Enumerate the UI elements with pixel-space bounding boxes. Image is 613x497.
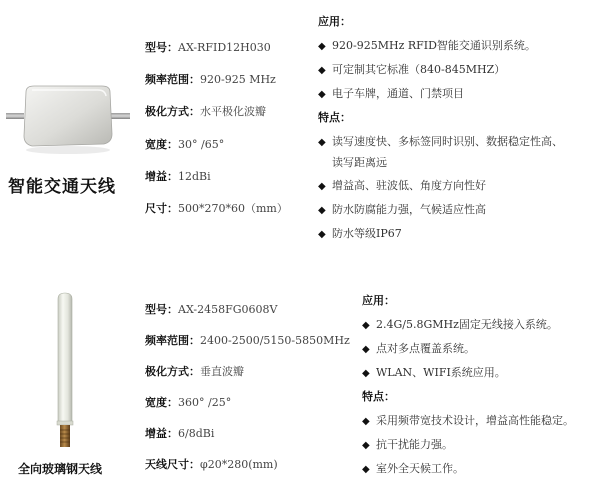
features-heading: 特点： (362, 390, 395, 403)
application-item: ◆ WLAN、WIFI系统应用。 (362, 365, 574, 382)
spec-frequency: 频率范围：2400-2500/5150-5850MHz (145, 334, 350, 347)
feature-item: ◆ 采用频带宽技术设计，增益高性能稳定。 (362, 413, 574, 430)
omni-antenna-image (50, 291, 80, 451)
application-feature-list (362, 293, 574, 485)
spec-polarization: 极化方式：水平极化波瓣 (145, 105, 266, 118)
application-item: ◆ 可定制其它标准（840-845MHZ） (318, 62, 563, 79)
bullet-icon: ◆ (362, 464, 370, 475)
bullet-icon: ◆ (362, 416, 370, 427)
spec-polarization: 极化方式：垂直波瓣 (145, 365, 244, 378)
spec-model: 型号：AX-RFID12H030 (145, 41, 271, 54)
feature-item: ◆ 室外全天候工作。 (362, 461, 574, 478)
spec-frequency: 频率范围：920-925 MHz (145, 73, 276, 86)
product-caption: 全向玻璃钢天线 (18, 462, 103, 476)
bullet-icon: ◆ (362, 344, 370, 355)
application-item: ◆ 点对多点覆盖系统。 (362, 341, 574, 358)
bullet-icon: ◆ (318, 137, 326, 148)
feature-item: ◆ 读写速度快、多标签同时识别、数据稳定性高、 (318, 134, 563, 151)
bullet-icon: ◆ (362, 440, 370, 451)
bullet-icon: ◆ (318, 205, 326, 216)
feature-item-continuation: 读写距离远 (332, 156, 387, 169)
spec-beamwidth: 宽度：360° /25° (145, 396, 232, 409)
spec-size: 尺寸：500*270*60（mm） (145, 202, 288, 215)
product-caption: 智能交通天线 (8, 177, 116, 197)
bullet-icon: ◆ (318, 229, 326, 240)
panel-antenna-image (6, 78, 130, 158)
spec-gain: 增益：12dBi (145, 170, 211, 183)
bullet-icon: ◆ (362, 320, 370, 331)
application-item: ◆ 920-925MHz RFID智能交通识别系统。 (318, 38, 563, 55)
feature-item: ◆ 防水防腐能力强，气候适应性高 (318, 202, 563, 219)
application-item: ◆ 2.4G/5.8GMHz固定无线接入系统。 (362, 317, 574, 334)
spec-size: 天线尺寸：φ20*280(mm) (145, 458, 278, 471)
feature-item: ◆ 抗干扰能力强。 (362, 437, 574, 454)
feature-item: ◆ 防水等级IP67 (318, 226, 563, 243)
spec-model: 型号：AX-2458FG0608V (145, 303, 278, 316)
bullet-icon: ◆ (318, 41, 326, 52)
feature-item: ◆ 增益高、驻波低、角度方向性好 (318, 178, 563, 195)
application-feature-list (318, 14, 563, 250)
bullet-icon: ◆ (318, 89, 326, 100)
application-item: ◆ 电子车牌，通道、门禁项目 (318, 86, 563, 103)
application-heading: 应用： (362, 294, 395, 307)
product-card-omni-antenna (0, 285, 613, 497)
spec-gain: 增益：6/8dBi (145, 427, 215, 440)
application-heading: 应用： (318, 15, 351, 28)
bullet-icon: ◆ (318, 181, 326, 192)
features-heading: 特点： (318, 111, 351, 124)
bullet-icon: ◆ (318, 65, 326, 76)
bullet-icon: ◆ (362, 368, 370, 379)
spec-beamwidth: 宽度：30° /65° (145, 138, 225, 151)
